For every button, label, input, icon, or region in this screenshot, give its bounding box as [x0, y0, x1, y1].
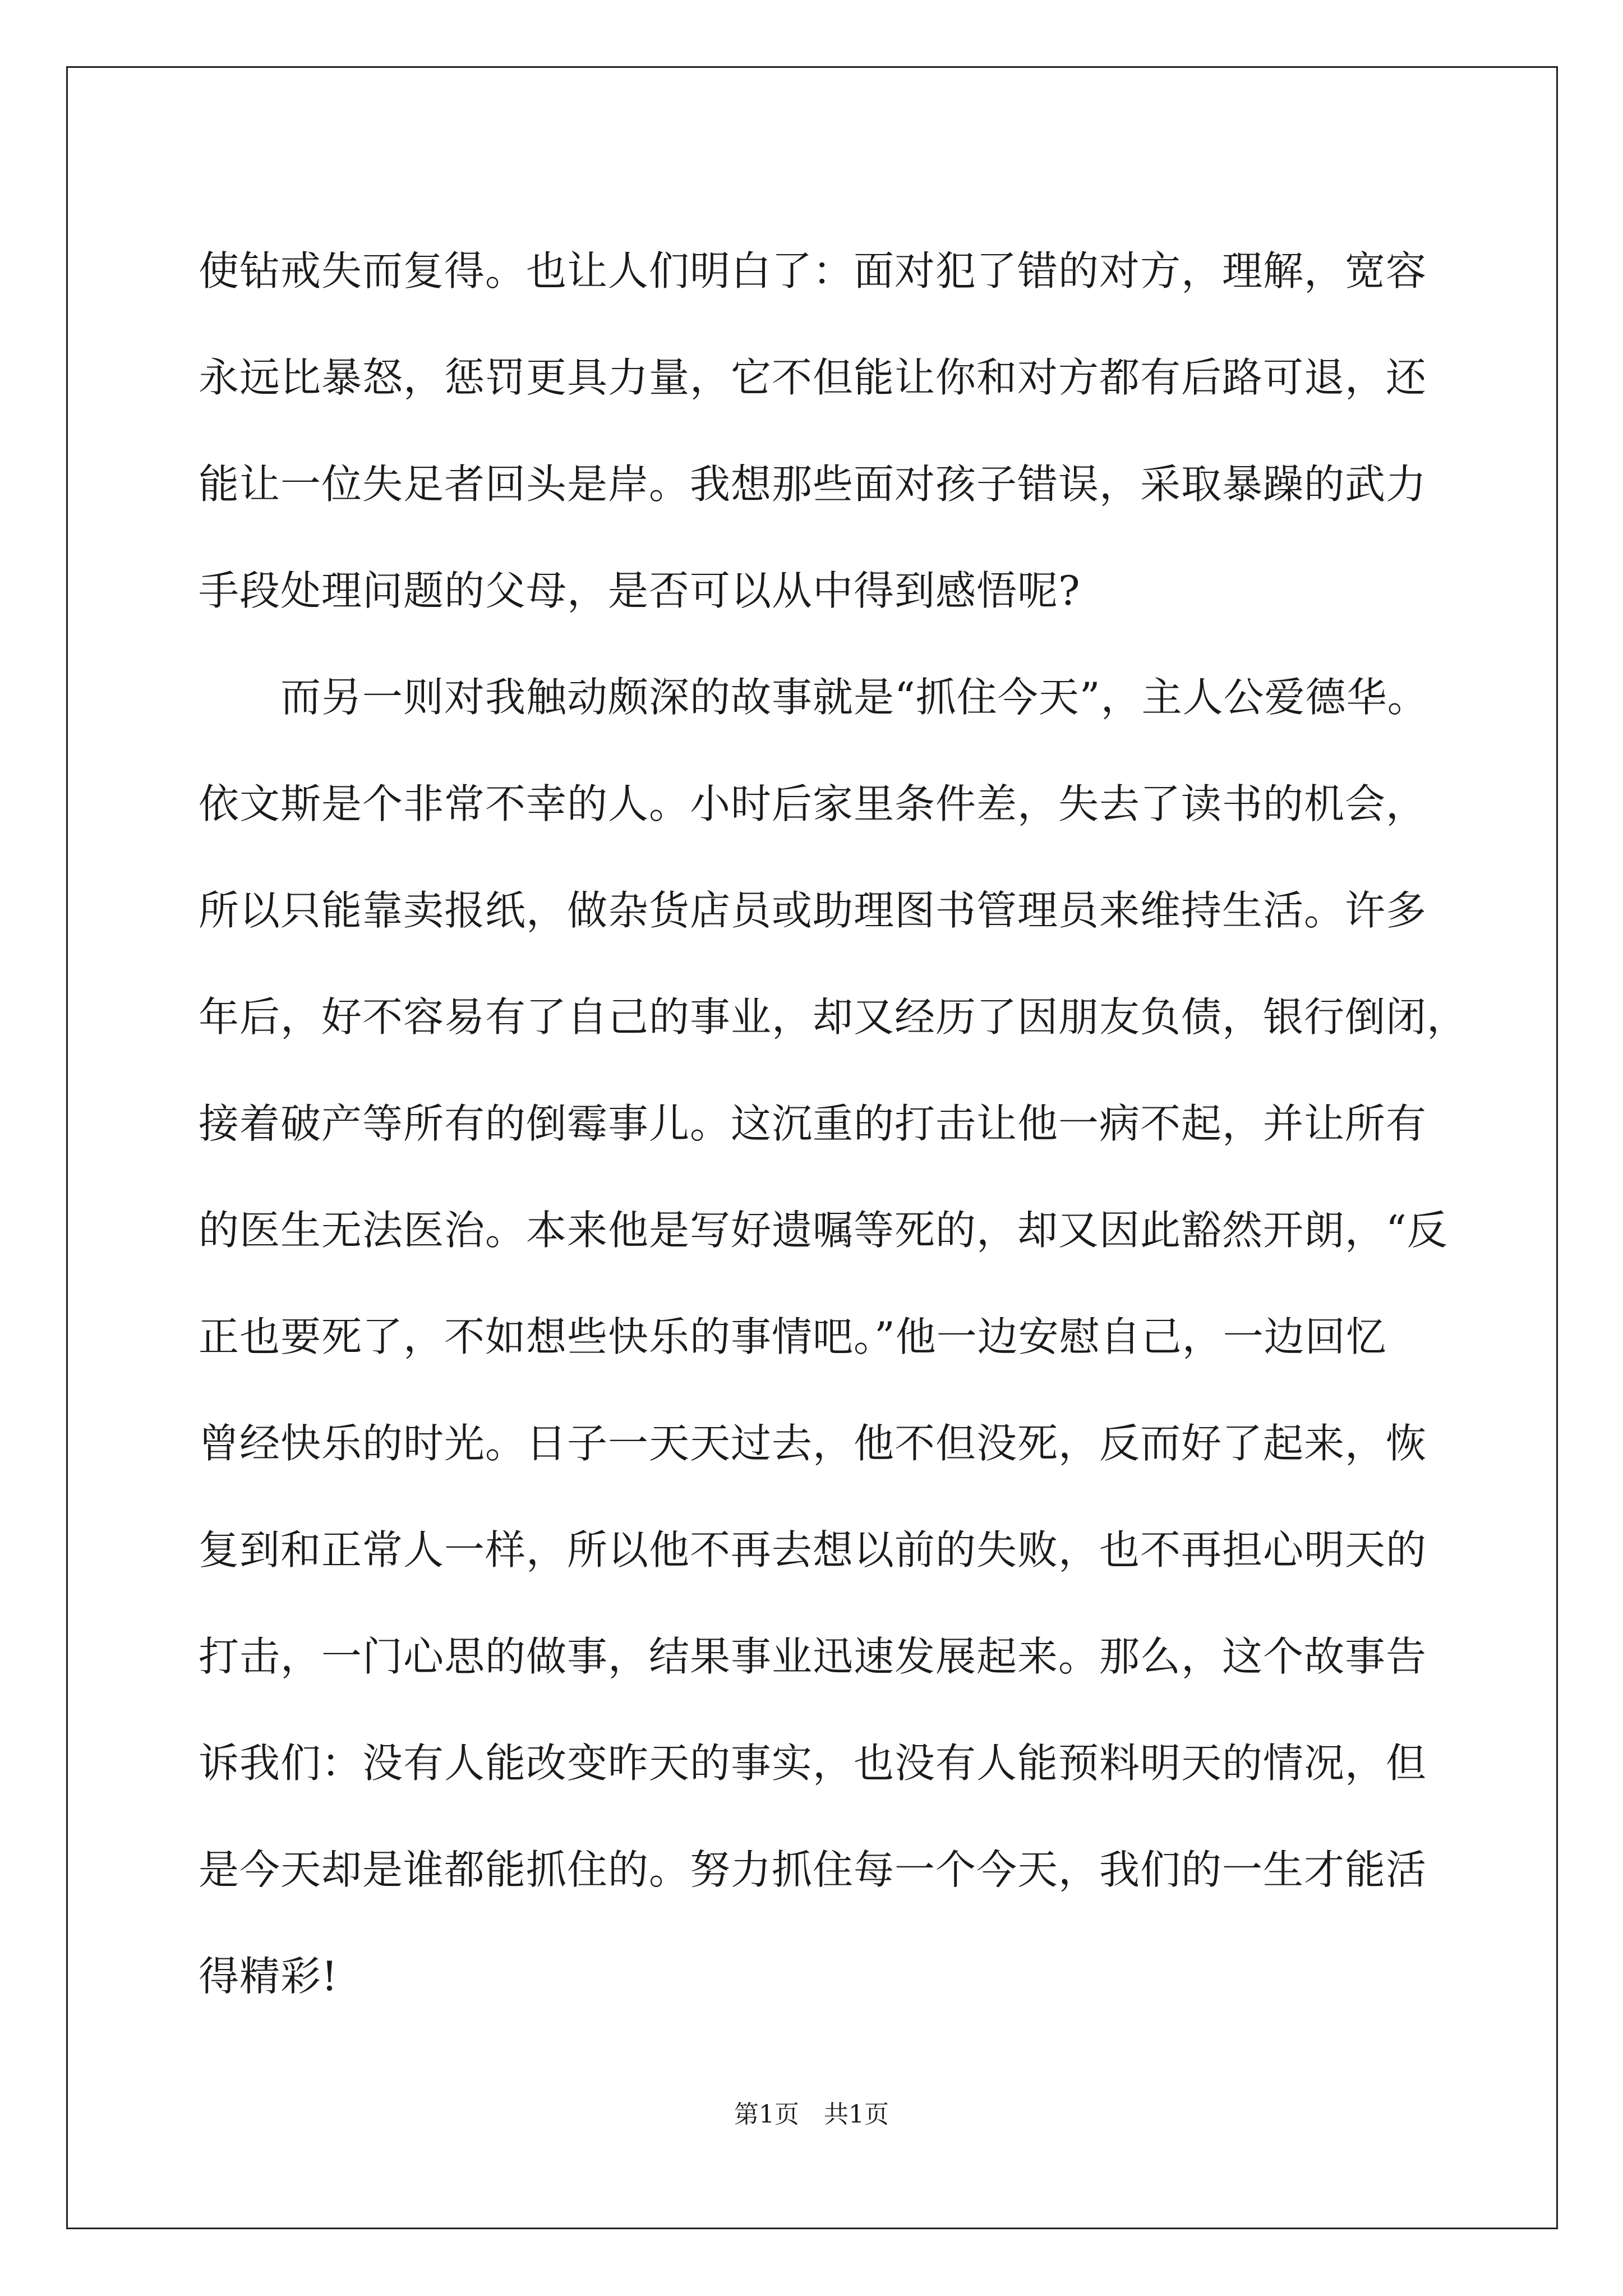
text-line: 复到和正常人一样，所以他不再去想以前的失败，也不再担心明天的	[199, 1526, 1427, 1573]
text-line: 接着破产等所有的倒霉事儿。这沉重的打击让他一病不起，并让所有	[199, 1100, 1427, 1147]
text-line: 正也要死了，不如想些快乐的事情吧。”他一边安慰自己，一边回忆	[199, 1313, 1387, 1360]
page-footer: 第1页 共1页	[734, 2100, 889, 2129]
text-line: 永远比暴怒，惩罚更具力量，它不但能让你和对方都有后路可退，还	[199, 354, 1427, 401]
text-line: 而另一则对我触动颇深的故事就是“抓住今天”，主人公爱德华。	[199, 674, 1428, 721]
text-line: 得精彩!	[199, 1953, 338, 2000]
text-line: 使钻戒失而复得。也让人们明白了：面对犯了错的对方，理解，宽容	[199, 247, 1427, 295]
text-line: 依文斯是个非常不幸的人。小时后家里条件差，失去了读书的机会，	[199, 780, 1427, 827]
text-line: 年后，好不容易有了自己的事业，却又经历了因朋友负债，银行倒闭，	[199, 993, 1468, 1041]
text-line: 能让一位失足者回头是岸。我想那些面对孩子错误，采取暴躁的武力	[199, 461, 1427, 508]
text-line: 曾经快乐的时光。日子一天天过去，他不但没死，反而好了起来，恢	[199, 1420, 1427, 1467]
text-line: 诉我们：没有人能改变昨天的事实，也没有人能预料明天的情况，但	[199, 1740, 1427, 1787]
text-line: 所以只能靠卖报纸，做杂货店员或助理图书管理员来维持生活。许多	[199, 887, 1427, 934]
document-body	[199, 218, 1468, 2030]
text-line: 的医生无法医治。本来他是写好遗嘱等死的，却又因此豁然开朗，“反	[199, 1207, 1448, 1254]
text-line: 手段处理问题的父母，是否可以从中得到感悟呢?	[199, 567, 1081, 614]
text-line: 是今天却是谁都能抓住的。努力抓住每一个今天，我们的一生才能活	[199, 1846, 1427, 1893]
text-line: 打击，一门心思的做事，结果事业迅速发展起来。那么，这个故事告	[199, 1633, 1427, 1680]
